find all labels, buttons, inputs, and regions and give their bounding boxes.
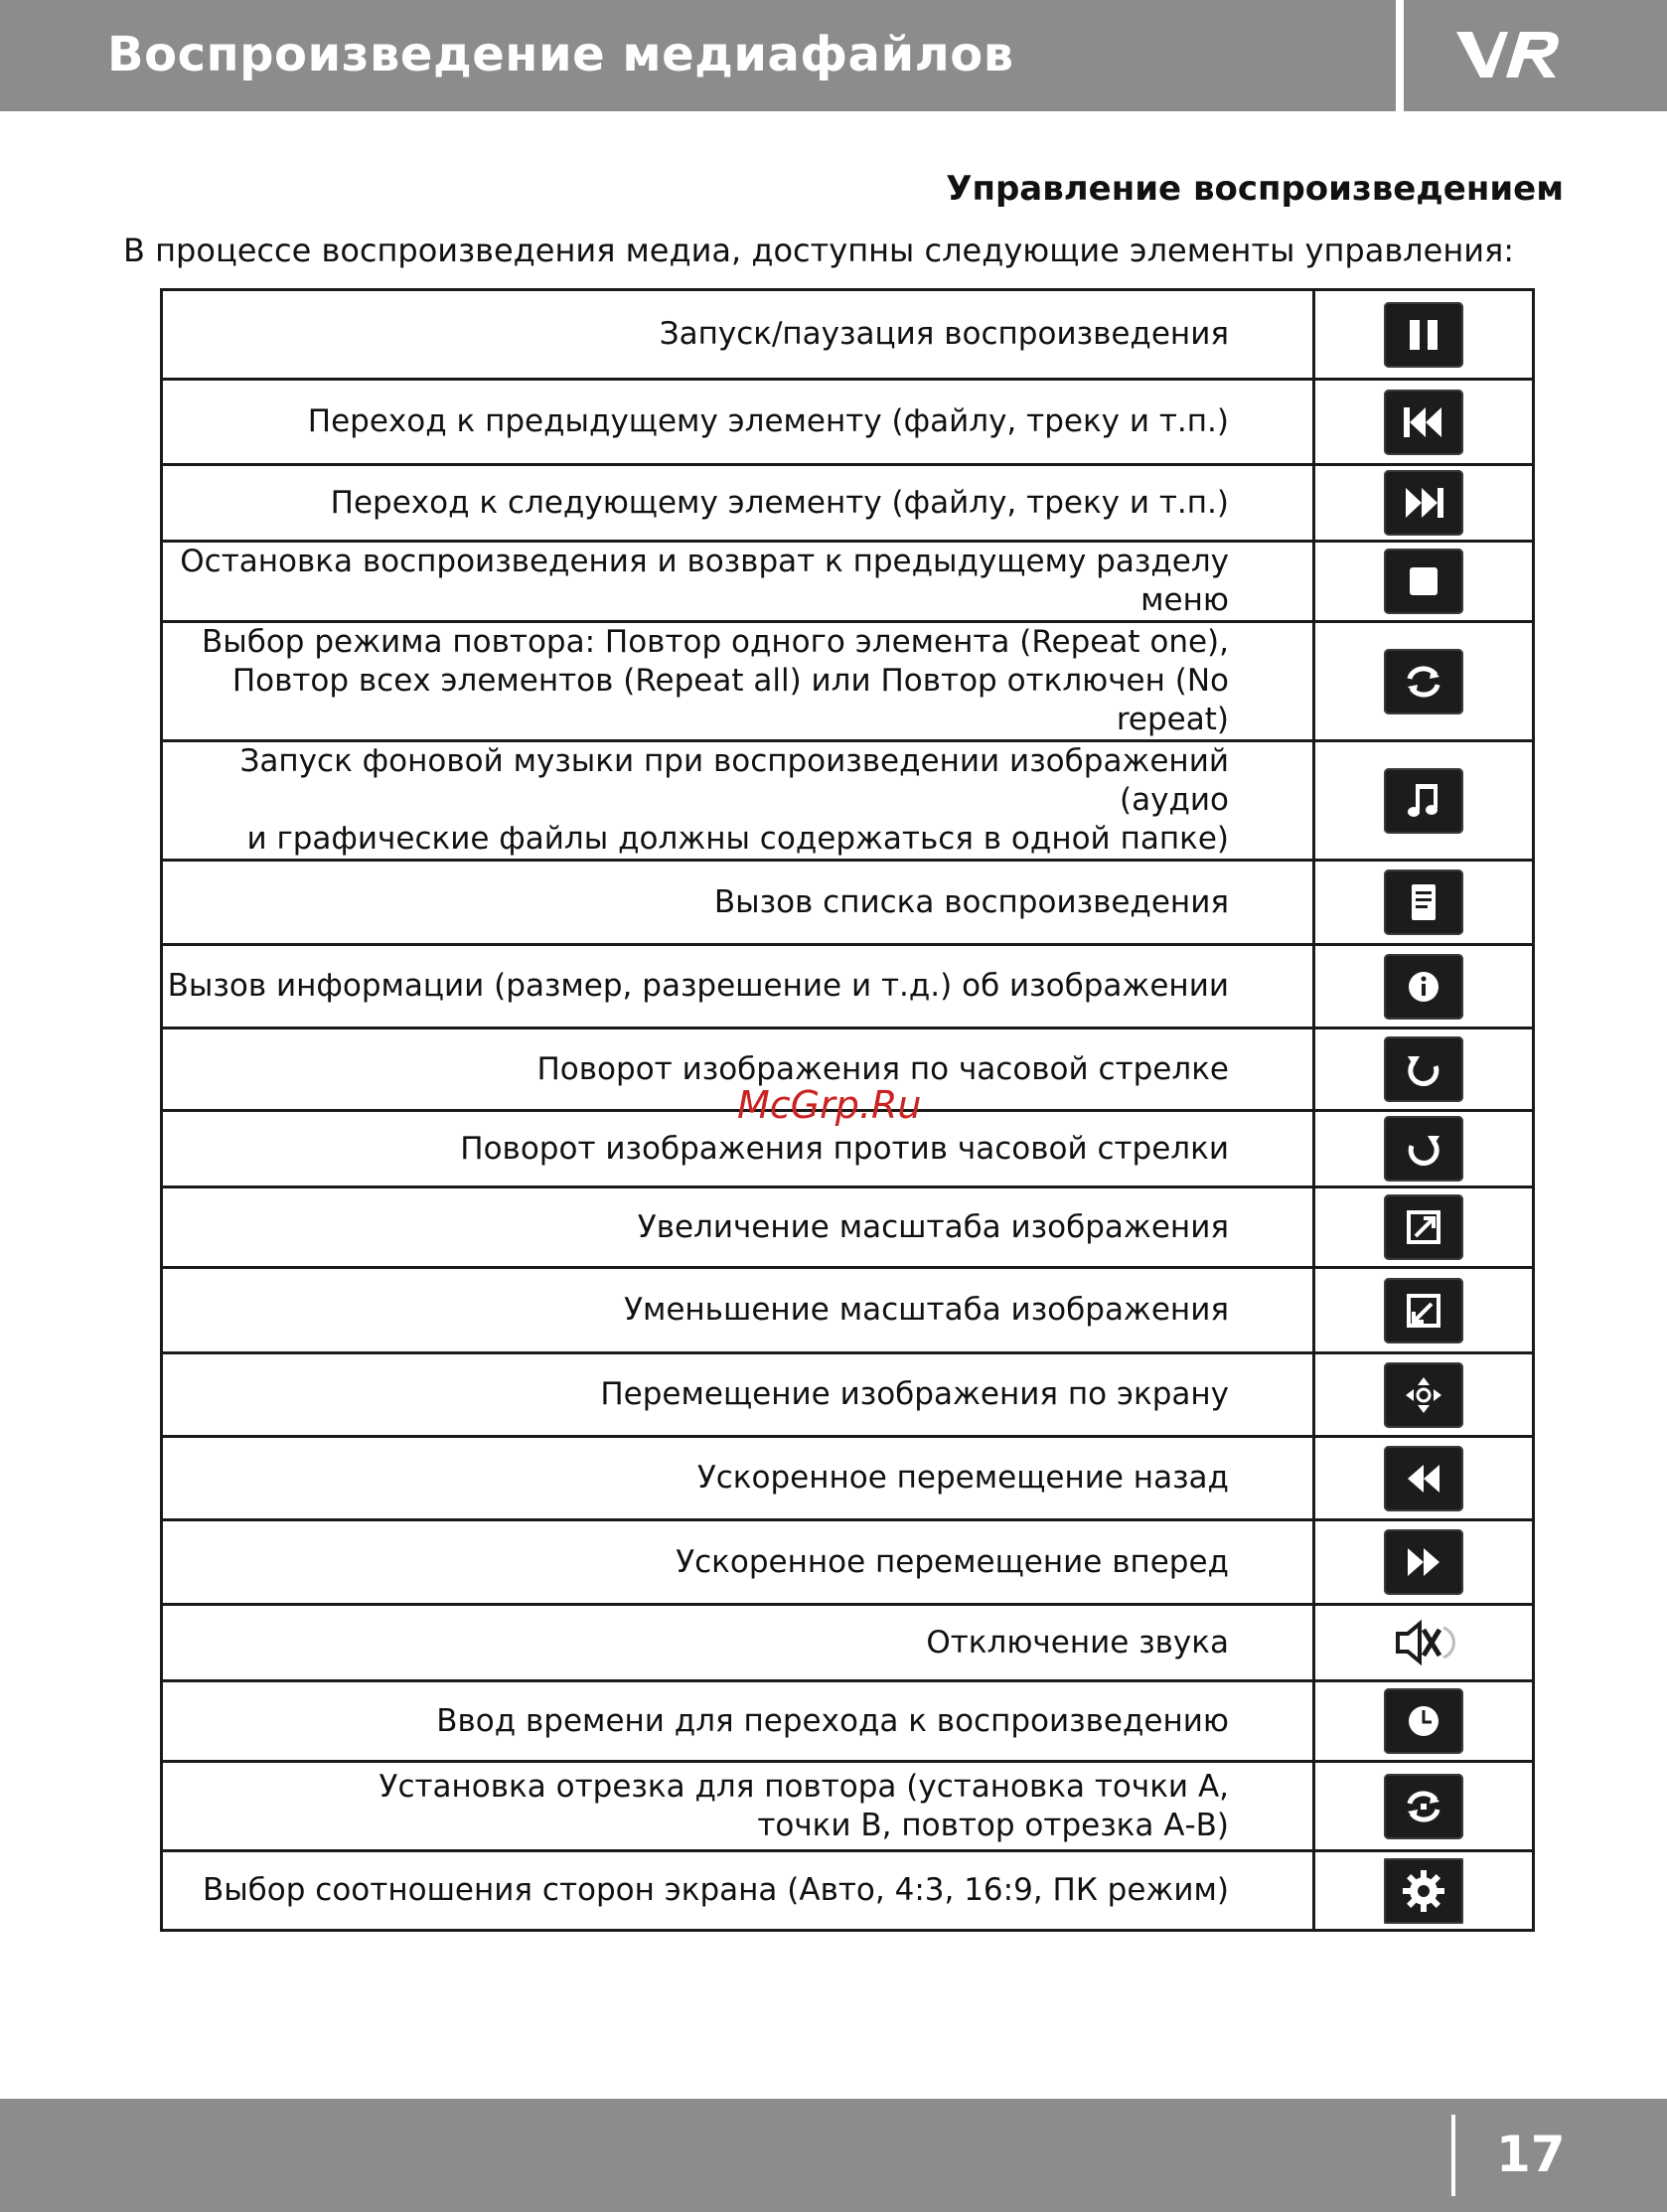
control-description xyxy=(162,1520,1314,1605)
next-track-icon xyxy=(1384,470,1463,536)
rotate-clockwise-icon xyxy=(1384,1036,1463,1102)
table-row xyxy=(162,1605,1534,1681)
page-footer xyxy=(0,2099,1667,2212)
table-row xyxy=(162,1353,1534,1437)
description-line: Отключение звука xyxy=(926,1624,1229,1660)
watermark: McGrp.Ru xyxy=(737,1083,922,1127)
description-line: Уменьшение масштаба изображения xyxy=(624,1292,1229,1328)
table-row xyxy=(162,290,1534,380)
control-description xyxy=(162,1605,1314,1681)
control-description xyxy=(162,622,1314,741)
rotate-counterclockwise-icon xyxy=(1384,1116,1463,1182)
intro-text: В процессе воспроизведения медиа, доступны следующие элементы управления: xyxy=(123,232,1515,269)
table-row xyxy=(162,1437,1534,1520)
control-description xyxy=(162,1851,1314,1931)
description-line: Перемещение изображения по экрану xyxy=(600,1376,1229,1412)
fast-forward-icon xyxy=(1384,1529,1463,1595)
table-row xyxy=(162,1268,1534,1353)
description-line: Повтор всех элементов (Repeat all) или Повтор отключен (No repeat) xyxy=(231,663,1229,737)
description-line: точки В, повтор отрезка А-В) xyxy=(757,1807,1229,1843)
table-row xyxy=(162,945,1534,1028)
description-line: Установка отрезка для повтора (установка точки А, xyxy=(379,1768,1229,1805)
control-description xyxy=(162,1681,1314,1762)
description-line: Переход к предыдущему элементу (файлу, треку и т.п.) xyxy=(307,403,1229,439)
repeat-icon xyxy=(1384,649,1463,714)
stop-icon xyxy=(1384,549,1463,614)
page-title: Воспроизведение медиафайлов xyxy=(107,27,1014,82)
clock-icon xyxy=(1384,1688,1463,1754)
table-row xyxy=(162,622,1534,741)
control-description xyxy=(162,1353,1314,1437)
section-title: Управление воспроизведением xyxy=(946,169,1564,209)
table-row xyxy=(162,1681,1534,1762)
zoom-in-icon xyxy=(1384,1194,1463,1260)
pause-icon xyxy=(1384,302,1463,368)
control-description xyxy=(162,1762,1314,1851)
description-line: Ускоренное перемещение вперед xyxy=(676,1543,1229,1580)
description-line: Поворот изображения по часовой стрелке xyxy=(536,1050,1229,1087)
control-description xyxy=(162,465,1314,542)
description-line: Выбор соотношения сторон экрана (Авто, 4:3, 16:9, ПК режим) xyxy=(202,1872,1229,1908)
description-line: Поворот изображения против часовой стрелки xyxy=(460,1130,1229,1167)
table-row xyxy=(162,1762,1534,1851)
control-description xyxy=(162,861,1314,945)
table-row xyxy=(162,1187,1534,1268)
description-line: Запуск/паузация воспроизведения xyxy=(659,316,1229,352)
control-description xyxy=(162,1437,1314,1520)
music-note-icon xyxy=(1384,768,1463,834)
description-line: Вызов списка воспроизведения xyxy=(713,883,1229,920)
table-row xyxy=(162,741,1534,861)
vr-logo xyxy=(1454,26,1564,83)
table-row xyxy=(162,1520,1534,1605)
settings-gear-icon xyxy=(1384,1858,1463,1924)
rewind-icon xyxy=(1384,1446,1463,1511)
page-number: 17 xyxy=(1496,2126,1566,2183)
control-description xyxy=(162,542,1314,622)
control-description xyxy=(162,945,1314,1028)
description-line: Переход к следующему элементу (файлу, треку и т.п.) xyxy=(330,484,1229,521)
info-icon xyxy=(1384,954,1463,1020)
control-description xyxy=(162,1187,1314,1268)
description-line: Остановка воспроизведения и возврат к предыдущему разделу меню xyxy=(180,544,1229,618)
description-line: и графические файлы должны содержаться в одной папке) xyxy=(246,821,1229,857)
control-description xyxy=(162,380,1314,465)
table-row xyxy=(162,1851,1534,1931)
header-divider xyxy=(1396,0,1404,111)
description-line: Запуск фоновой музыки при воспроизведении изображений (аудио xyxy=(239,743,1229,818)
description-line: Ввод времени для перехода к воспроизведению xyxy=(436,1702,1229,1739)
footer-divider xyxy=(1451,2115,1455,2196)
description-line: Вызов информации (размер, разрешение и т.д.) об изображении xyxy=(167,968,1229,1004)
playlist-icon xyxy=(1384,869,1463,935)
zoom-out-icon xyxy=(1384,1278,1463,1343)
table-row xyxy=(162,861,1534,945)
table-row xyxy=(162,380,1534,465)
table-row xyxy=(162,465,1534,542)
mute-icon xyxy=(1384,1610,1463,1675)
table-row xyxy=(162,542,1534,622)
repeat-ab-icon xyxy=(1384,1774,1463,1839)
previous-track-icon xyxy=(1384,390,1463,455)
description-line: Выбор режима повтора: Повтор одного элемента (Repeat one), xyxy=(201,624,1229,660)
control-description xyxy=(162,1268,1314,1353)
description-line: Ускоренное перемещение назад xyxy=(696,1460,1229,1496)
move-icon xyxy=(1384,1362,1463,1428)
control-description xyxy=(162,290,1314,380)
control-description xyxy=(162,741,1314,861)
page-header xyxy=(0,0,1667,111)
description-line: Увеличение масштаба изображения xyxy=(637,1208,1229,1245)
